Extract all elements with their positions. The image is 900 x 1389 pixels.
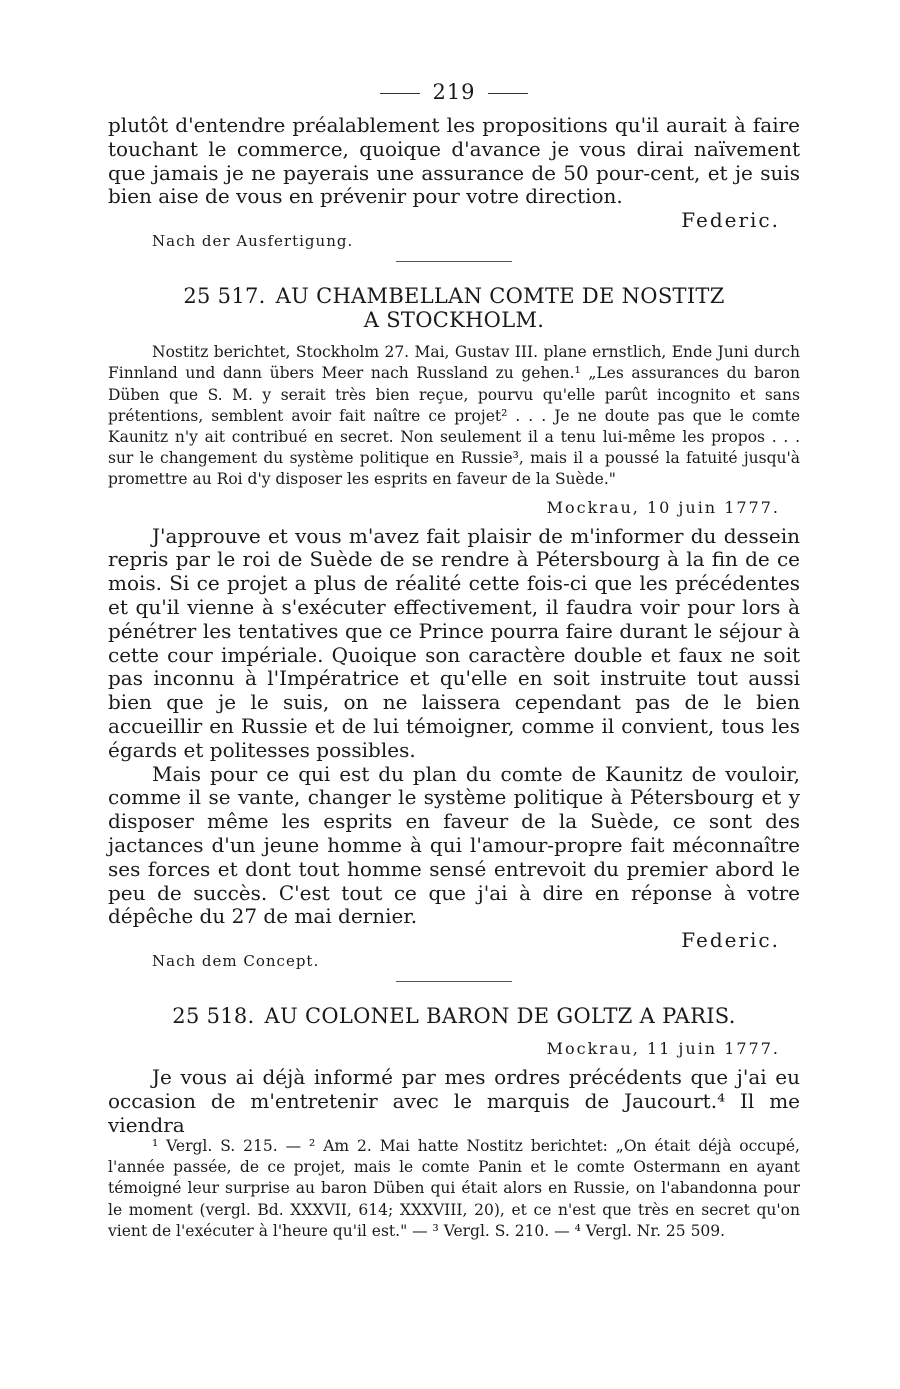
letter1-paragraph1: J'approuve et vous m'avez fait plaisir de m'informer du dessein repris par le roi de Suède de se rendre à Pétersbourg à la fin de ce mois. Si ce projet a plus de réalité cette fois-ci que les précédentes et qu'il vienne à s'exécuter effectivement, il faudra voir pour lors à pénétrer les tentatives que ce Prince pourra faire durant le séjour à cette cour impériale. Quoique son caractère double et faux ne soit pas inconnu à l'Impératrice et qu'elle en soit instruite tout aussi bien que je le suis, on ne laissera cependant pas de le bien accueillir en Russie et de lui témoigner, comme il convient, tous les égards et politesses possibles. [108, 523, 800, 762]
letter1-number: 25 517. [183, 284, 266, 309]
footnotes-text: ¹ Vergl. S. 215. — ² Am 2. Mai hatte Nostitz berichtet: „On était déjà occupé, l'année passée, de ce projet, mais le comte Panin et le comte Ostermann en ayant témoigné leur surprise au baron Düben qui était alors en Russie, on l'abandonna pour le moment (vergl. Bd. XXXVII, 614; XXXVIII, 20), et ce n'est que très en secret qu'on vient de l'exécuter à l'heure qu'il est." — ³ Vergl. S. 210. — ⁴ Vergl. Nr. 25 509. [108, 1137, 800, 1240]
letter2-heading [108, 1004, 800, 1028]
letter1-summary: Nostitz berichtet, Stockholm 27. Mai, Gustav III. plane ernstlich, Ende Juni durch Finnland und dann übers Meer nach Russland zu gehen.¹ „Les assurances du baron Düben que S. M. y serait très bien reçue, pourvu qu'elle parût incognito et sans prétentions, semblent avoir fait naître ce projet² . . . Je ne doute pas que le comte Kaunitz n'y ait contribué en secret. Non seulement il a tenu lui-même les propos . . . sur le changement du système politique en Russie³, mais il a poussé la fatuité jusqu'à promettre au Roi d'y disposer les esprits en faveur de la Suède." [108, 343, 800, 489]
intro-signature: Federic. [681, 208, 780, 233]
page-number-dash-left [380, 93, 420, 94]
letter1-paragraph2: Mais pour ce qui est du plan du comte de Kaunitz de vouloir, comme il se vante, changer le système politique à Pétersbourg et y disposer même les esprits en faveur de la Suède, ce sont des jactances d'un jeune homme à qui l'amour-propre fait méconnaître ses forces et dont tout homme sensé entrevoit du premier abord le peu de succès. C'est tout ce que j'ai à dire en réponse à votre dépêche du 27 de mai dernier. [108, 761, 800, 929]
intro-paragraph: plutôt d'entendre préalablement les propositions qu'il aurait à faire touchant le commerce, quoique d'avance je vous dirai naïvement que jamais je ne payerais une assurance de 50 pour-cent, et je suis bien aise de vous en prévenir pour votre direction. [108, 113, 800, 209]
letter1-title-line1: AU CHAMBELLAN COMTE DE NOSTITZ [275, 284, 725, 309]
letter2-number: 25 518. [172, 1004, 255, 1029]
letter1-heading [108, 284, 800, 332]
letter1-signature: Federic. [681, 928, 780, 953]
page-body [108, 80, 800, 1138]
section-divider [396, 261, 512, 262]
letter2-dateline: Mockrau, 11 juin 1777. [546, 1039, 780, 1059]
letter2-paragraph: Je vous ai déjà informé par mes ordres précédents que j'ai eu occasion de m'entretenir avec le marquis de Jaucourt.⁴ Il me viendra [108, 1065, 800, 1137]
page-number: 219 [108, 80, 800, 104]
letter1-title-line2: A STOCKHOLM. [363, 308, 545, 333]
section-divider [396, 981, 512, 982]
page-number-dash-right [488, 93, 528, 94]
letter2-title: AU COLONEL BARON DE GOLTZ A PARIS. [264, 1004, 736, 1029]
letter1-source: Nach dem Concept. [152, 952, 320, 971]
footnotes [108, 1136, 800, 1242]
letter1-dateline: Mockrau, 10 juin 1777. [546, 497, 780, 517]
intro-source: Nach der Ausfertigung. [152, 232, 354, 251]
